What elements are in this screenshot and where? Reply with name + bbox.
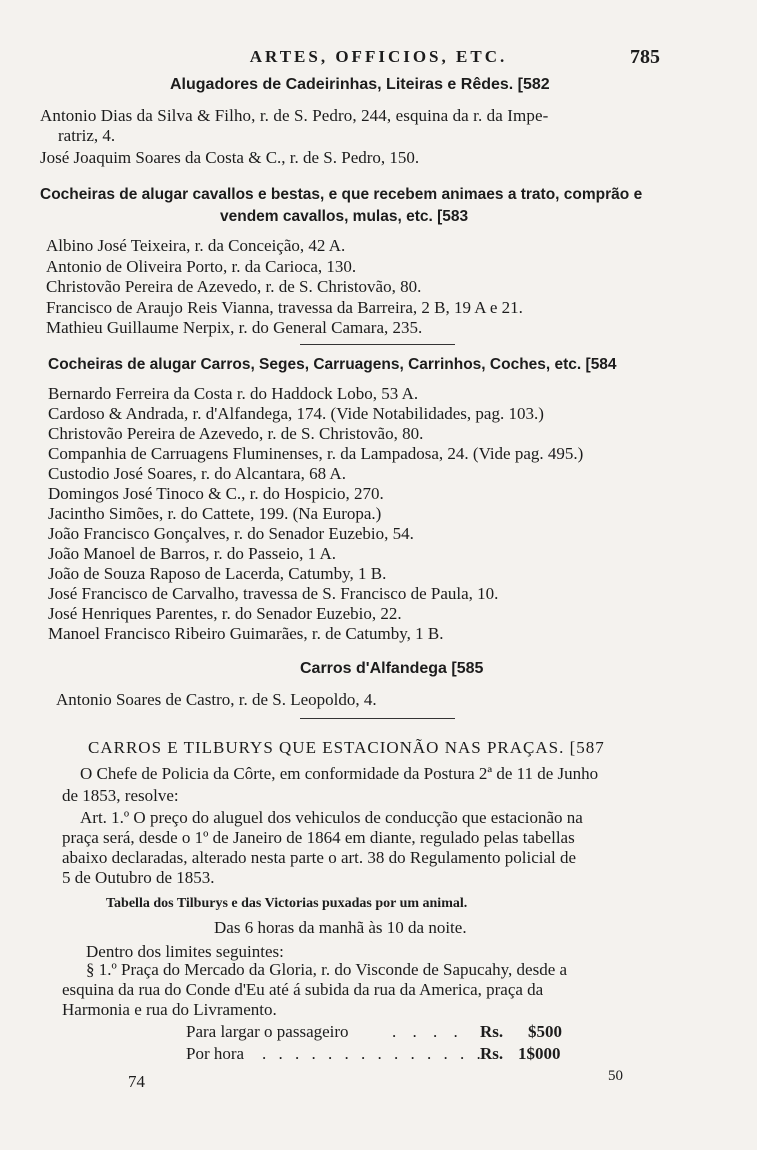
section-heading-583: Cocheiras de alugar cavallos e bestas, e que recebem animaes a trato, comprão e: [40, 186, 643, 203]
paragraph-line: 5 de Outubro de 1853.: [62, 868, 215, 887]
list-item: Companhia de Carruagens Fluminenses, r. da Lampadosa, 24. (Vide pag. 495.): [48, 444, 584, 463]
section-heading-587: CARROS E TILBURYS QUE ESTACIONÃO NAS PRAÇAS. [587: [88, 738, 605, 757]
running-title: ARTES, OFFICIOS, ETC.: [249, 47, 508, 66]
list-item: Manoel Francisco Ribeiro Guimarães, r. de Catumby, 1 B.: [48, 624, 444, 643]
paragraph-line: praça será, desde o 1º de Janeiro de 1864 em diante, regulado pelas tabellas: [62, 828, 575, 847]
paragraph-line: de 1853, resolve:: [62, 786, 179, 805]
list-item: Antonio Soares de Castro, r. de S. Leopoldo, 4.: [56, 690, 377, 709]
list-item: João Francisco Gonçalves, r. do Senador Euzebio, 54.: [48, 524, 414, 543]
list-item: Christovão Pereira de Azevedo, r. de S. Christovão, 80.: [48, 424, 424, 443]
paragraph-line: esquina da rua do Conde d'Eu até á subida da rua da America, praça da: [62, 980, 544, 999]
list-item: Mathieu Guillaume Nerpix, r. do General Camara, 235.: [46, 318, 423, 337]
page-number: 785: [630, 46, 660, 68]
paragraph-line: Art. 1.º O preço do aluguel dos vehiculos de conducção que estacionão na: [80, 808, 583, 827]
section-heading-582: Alugadores de Cadeirinhas, Liteiras e Rêdes. [582: [170, 76, 550, 93]
list-item: Jacintho Simões, r. do Cattete, 199. (Na Europa.): [48, 504, 382, 523]
list-item: João de Souza Raposo de Lacerda, Catumby, 1 B.: [48, 564, 387, 583]
price-row-value: $500: [528, 1022, 562, 1041]
price-row-leader: . . . .: [392, 1022, 464, 1041]
section-divider: [300, 718, 455, 719]
list-item: Antonio de Oliveira Porto, r. da Carioca, 130.: [46, 257, 357, 276]
price-row-leader: . . . . . . . . . . . . . .: [262, 1044, 485, 1063]
paragraph-line: abaixo declaradas, alterado nesta parte o art. 38 do Regulamento policial de: [62, 848, 577, 867]
section-heading-584: Cocheiras de alugar Carros, Seges, Carruagens, Carrinhos, Coches, etc. [584: [48, 356, 617, 373]
price-row-label: Para largar o passageiro: [186, 1022, 349, 1041]
table-title: Tabella dos Tilburys e das Victorias puxadas por um animal.: [106, 896, 468, 911]
list-item: Christovão Pereira de Azevedo, r. de S. Christovão, 80.: [46, 277, 422, 296]
price-row-value: 1$000: [518, 1044, 561, 1063]
paragraph-line: § 1.º Praça do Mercado da Gloria, r. do Visconde de Sapucahy, desde a: [86, 960, 568, 979]
list-item: José Francisco de Carvalho, travessa de S. Francisco de Paula, 10.: [48, 584, 499, 603]
price-row-currency: Rs.: [480, 1044, 504, 1063]
list-item: Domingos José Tinoco & C., r. do Hospicio, 270.: [48, 484, 384, 503]
list-item: José Henriques Parentes, r. do Senador Euzebio, 22.: [48, 604, 402, 623]
list-item: Cardoso & Andrada, r. d'Alfandega, 174. (Vide Notabilidades, pag. 103.): [48, 404, 544, 423]
list-item: ratriz, 4.: [58, 126, 116, 145]
section-heading-585: Carros d'Alfandega [585: [300, 660, 484, 677]
paragraph-line: O Chefe de Policia da Côrte, em conformidade da Postura 2ª de 11 de Junho: [80, 764, 599, 783]
list-item: João Manoel de Barros, r. do Passeio, 1 A.: [48, 544, 337, 563]
section-divider: [300, 344, 455, 345]
list-item: Antonio Dias da Silva & Filho, r. de S. Pedro, 244, esquina da r. da Impe-: [40, 106, 549, 125]
limits-line: Dentro dos limites seguintes:: [86, 942, 284, 961]
signature-mark-left: 74: [128, 1072, 145, 1091]
signature-mark-right: 50: [608, 1068, 623, 1084]
list-item: Francisco de Araujo Reis Vianna, travessa da Barreira, 2 B, 19 A e 21.: [46, 298, 523, 317]
list-item: Albino José Teixeira, r. da Conceição, 42 A.: [46, 236, 346, 255]
section-heading-583-cont: vendem cavallos, mulas, etc. [583: [220, 208, 469, 225]
paragraph-line: Harmonia e rua do Livramento.: [62, 1000, 277, 1019]
price-row-label: Por hora: [186, 1044, 245, 1063]
hours-line: Das 6 horas da manhã às 10 da noite.: [214, 918, 467, 937]
price-row-currency: Rs.: [480, 1022, 504, 1041]
list-item: Bernardo Ferreira da Costa r. do Haddock Lobo, 53 A.: [48, 384, 419, 403]
list-item: José Joaquim Soares da Costa & C., r. de S. Pedro, 150.: [40, 148, 420, 167]
list-item: Custodio José Soares, r. do Alcantara, 68 A.: [48, 464, 346, 483]
